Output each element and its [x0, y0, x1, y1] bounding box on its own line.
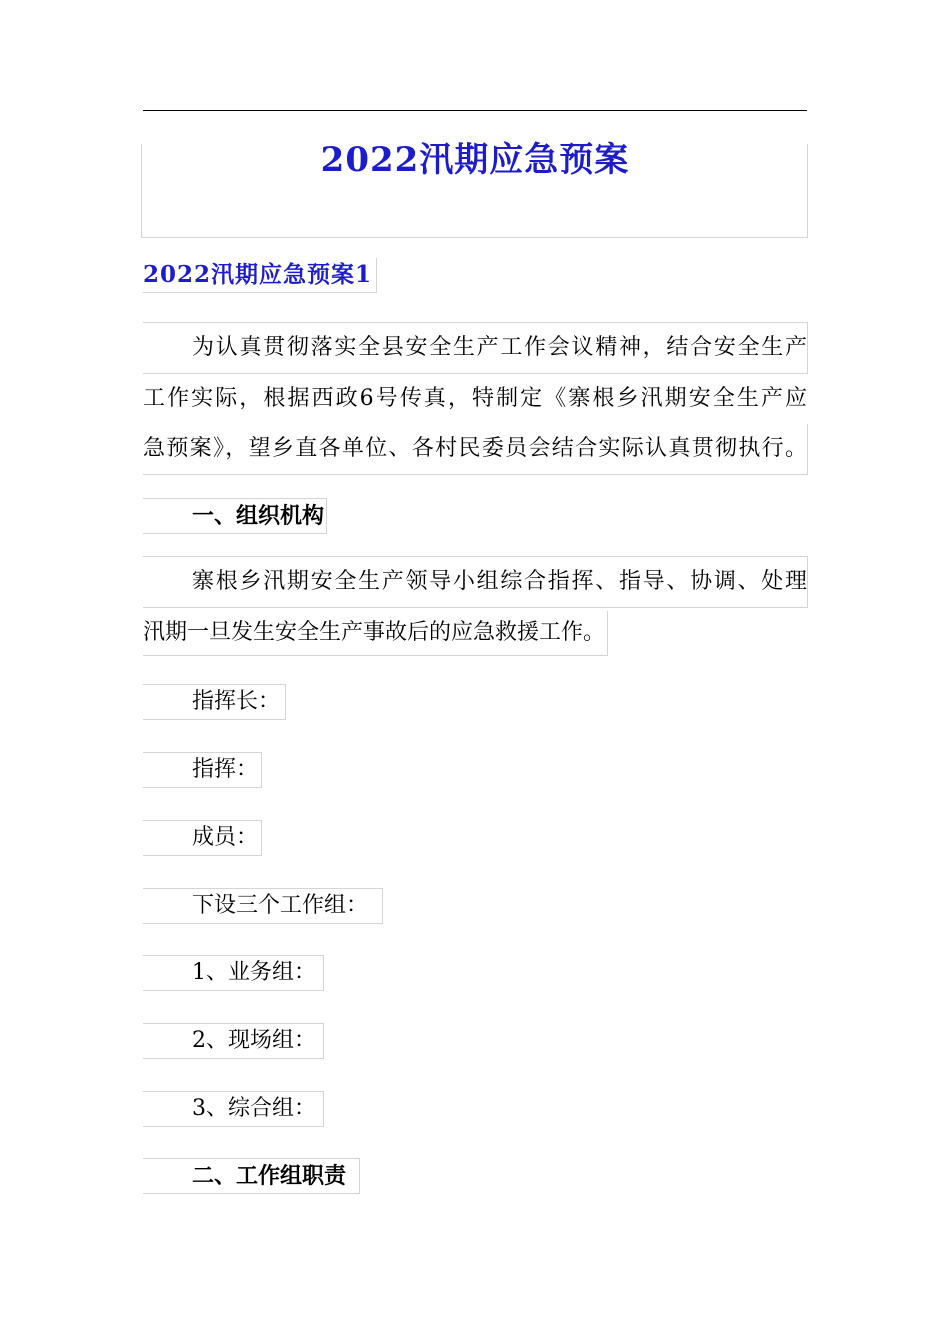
intro-line-2: 工作实际，根据西政6号传真，特制定《寨根乡汛期安全生产应 [143, 386, 807, 411]
commander-label: 指挥长： [143, 684, 286, 720]
heading-group-duties: 二、工作组职责 [143, 1158, 360, 1194]
intro-line-1: 为认真贯彻落实全县安全生产工作会议精神，结合安全生产 [143, 322, 808, 374]
group-item-business: 1、业务组： [143, 955, 324, 991]
groups-intro: 下设三个工作组： [143, 888, 383, 924]
group-item-general: 3、综合组： [143, 1091, 324, 1127]
group-item-onsite: 2、现场组： [143, 1023, 324, 1059]
org-paragraph [143, 556, 808, 658]
intro-paragraph [143, 322, 808, 475]
section-title: 2022汛期应急预案1 [143, 258, 377, 293]
heading-organization: 一、组织机构 [143, 498, 327, 534]
document-title: 2022汛期应急预案 [320, 140, 630, 180]
org-line-2: 汛期一旦发生安全生产事故后的应急救援工作。 [143, 611, 608, 656]
intro-line-3: 急预案》，望乡直各单位、各村民委员会结合实际认真贯彻执行。 [143, 424, 808, 475]
header-rule [143, 110, 807, 111]
director-label: 指挥： [143, 752, 262, 788]
org-line-1: 寨根乡汛期安全生产领导小组综合指挥、指导、协调、处理 [143, 556, 808, 608]
members-label: 成员： [143, 820, 262, 856]
